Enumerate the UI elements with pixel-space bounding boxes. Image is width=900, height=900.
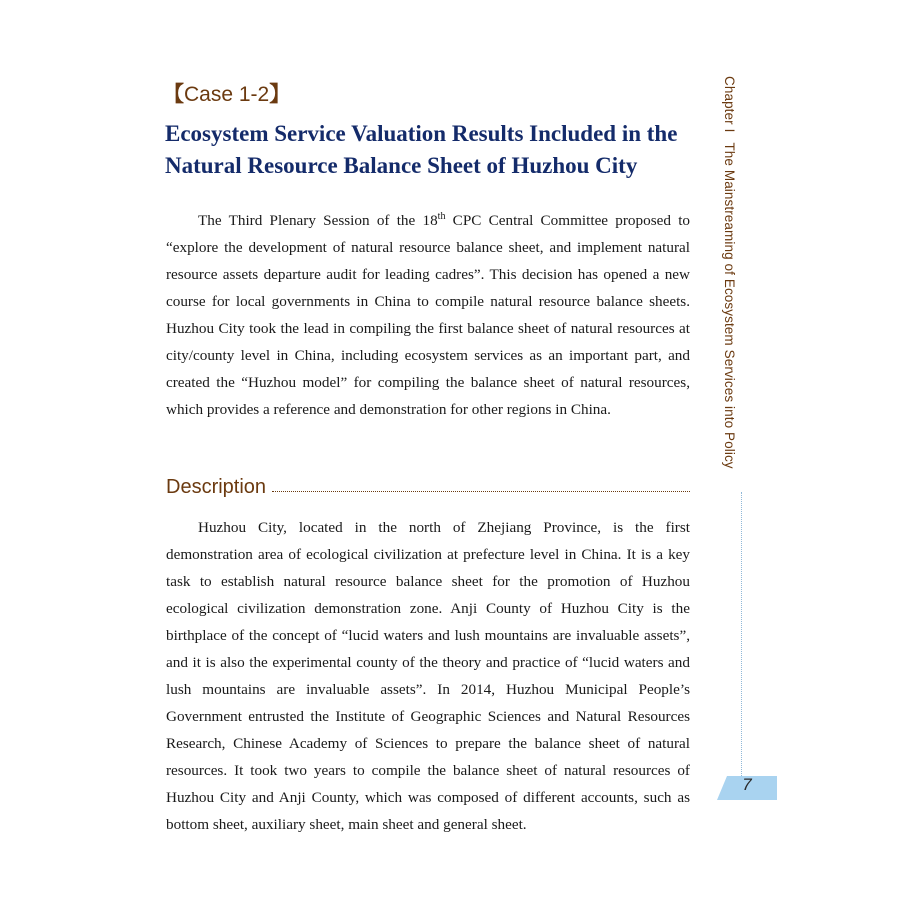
running-header [722, 76, 737, 469]
intro-text-start: The Third Plenary Session of the 18 [198, 212, 438, 229]
page-number: 7 [742, 775, 752, 794]
intro-paragraph [166, 207, 690, 423]
description-paragraph: Huzhou City, located in the north of Zhejiang Province, is the first demonstration area of ecological civilization at prefecture level in China. It is a key task to establish natural resource balance sheet for the promotion of Huzhou ecological civilization demonstration zone. Anji County of Huzhou City is the birthplace of the concept of “lucid waters and lush mountains are invaluable assets”, and it is also the experimental county of the theory and practice of “lucid waters and lush mountains are invaluable assets”. In 2014, Huzhou Municipal People’s Government entrusted the Institute of Geographic Sciences and Natural Resources Research, Chinese Academy of Sciences to prepare the balance sheet of natural resources. It took two years to compile the balance sheet of natural resources of Huzhou City and Anji County, which was composed of different accounts, such as bottom sheet, auxiliary sheet, main sheet and general sheet. [166, 519, 690, 833]
case-close-bracket: 】 [269, 83, 291, 106]
intro-text-rest: CPC Central Committee proposed to “explore the development of natural resource balance sheet, and implement natural resource assets departure audit for leading cadres”. This decision has opened a new course for local governments in China to compile natural resource balance sheets. Huzhou City took the lead in compiling the first balance sheet of natural resources at city/county level in China, including ecosystem services as an important part, and created the “Huzhou model” for compiling the balance sheet of natural resources, which provides a reference and demonstration for other regions in China. [166, 212, 691, 418]
section-heading-label: Description [166, 476, 267, 498]
page-title: Ecosystem Service Valuation Results Included in the Natural Resource Balance Sheet of Huzhou City [165, 121, 678, 178]
running-header-chapter: Chapter I [722, 76, 737, 133]
dotted-leader [272, 491, 690, 492]
running-header-title: The Mainstreaming of Ecosystem Services into Policy [722, 142, 737, 469]
case-number: Case 1-2 [184, 83, 270, 106]
ordinal-superscript: th [437, 210, 446, 222]
case-open-bracket: 【 [163, 83, 184, 106]
side-dotted-rule [741, 492, 742, 780]
section-heading [166, 476, 690, 499]
case-label [163, 78, 290, 108]
